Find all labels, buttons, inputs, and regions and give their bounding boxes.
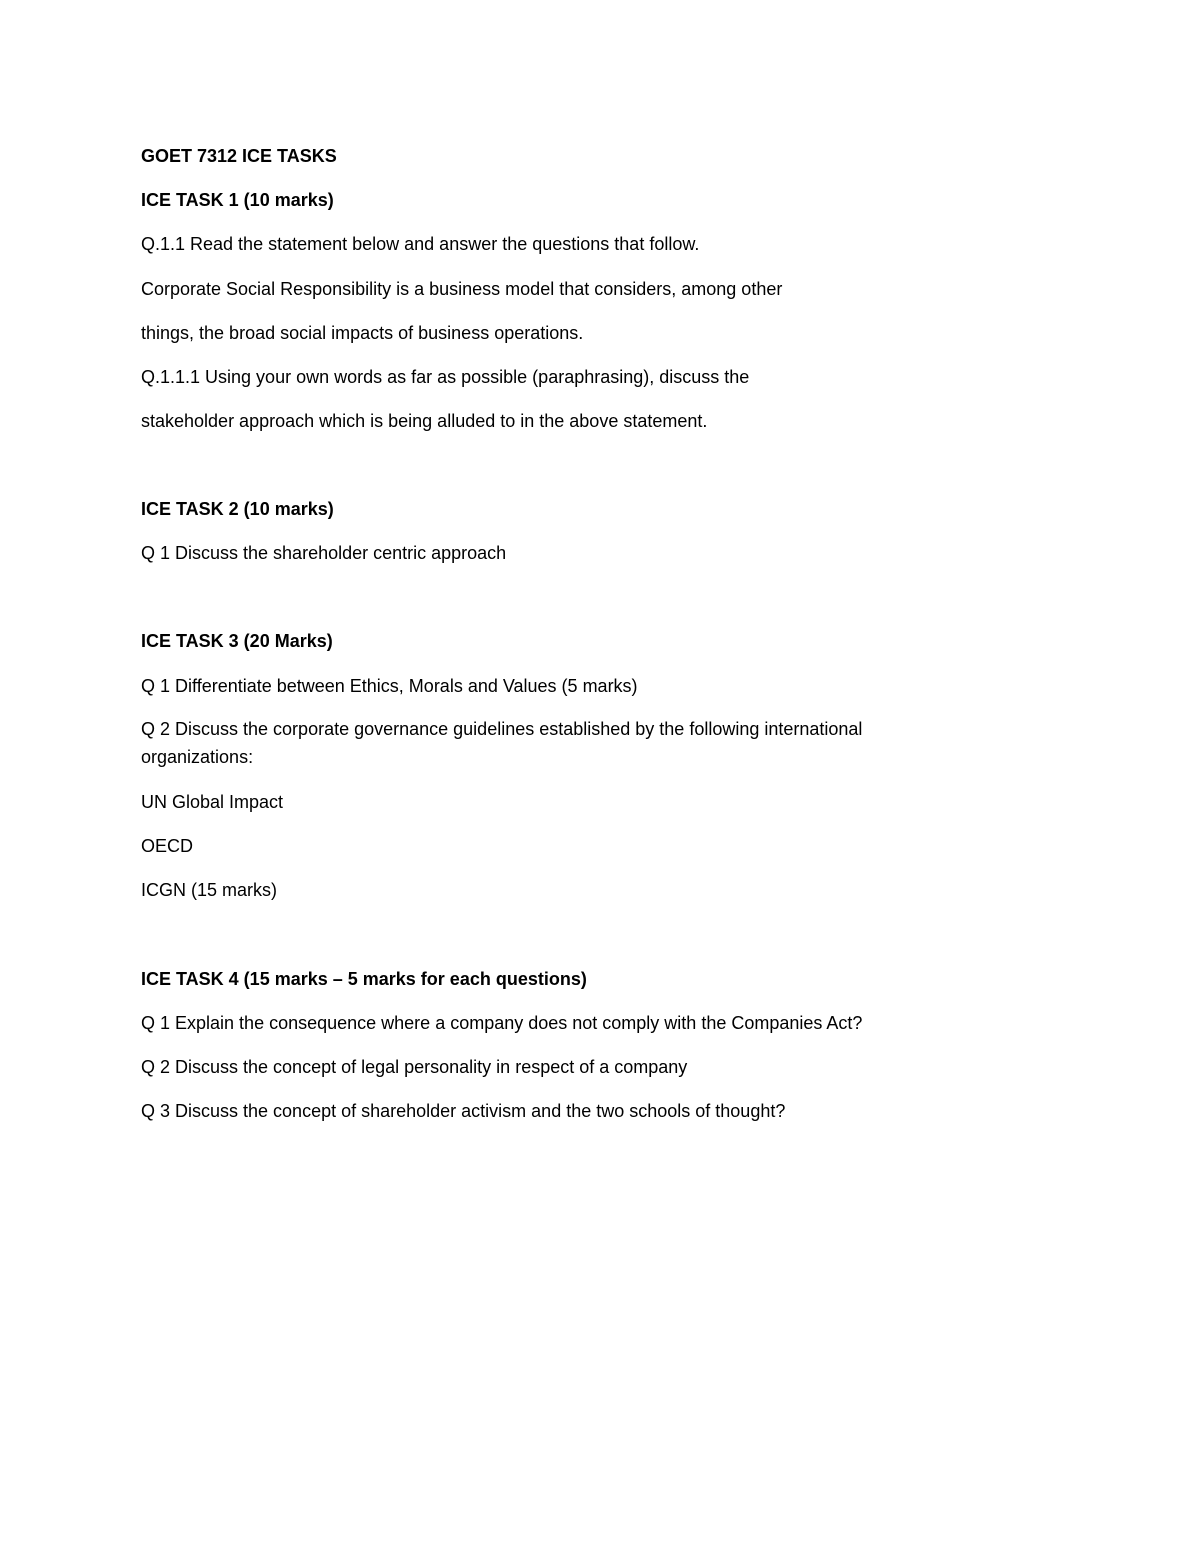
task3-question1: Q 1 Differentiate between Ethics, Morals and Values (5 marks) <box>141 676 638 696</box>
task4-question3: Q 3 Discuss the concept of shareholder activism and the two schools of thought? <box>141 1101 786 1121</box>
task1-question-line2: stakeholder approach which is being alluded to in the above statement. <box>141 411 708 431</box>
task1-statement-line2: things, the broad social impacts of business operations. <box>141 323 584 343</box>
task1-statement-line1: Corporate Social Responsibility is a business model that considers, among other <box>141 279 783 299</box>
task1-question-intro: Q.1.1 Read the statement below and answer the questions that follow. <box>141 234 700 254</box>
task3-question2: Q 2 Discuss the corporate governance guidelines established by the following international organizations: <box>141 719 863 767</box>
task3-org-oecd: OECD <box>141 836 194 856</box>
task4-heading: ICE TASK 4 (15 marks – 5 marks for each questions) <box>141 969 587 989</box>
task4-question2: Q 2 Discuss the concept of legal personality in respect of a company <box>141 1057 688 1077</box>
task3-org-icgn: ICGN (15 marks) <box>141 880 278 900</box>
task3-org-un: UN Global Impact <box>141 792 284 812</box>
task2-heading: ICE TASK 2 (10 marks) <box>141 499 334 519</box>
task1-heading: ICE TASK 1 (10 marks) <box>141 190 334 210</box>
task3-heading: ICE TASK 3 (20 Marks) <box>141 631 333 651</box>
task4-question1: Q 1 Explain the consequence where a company does not comply with the Companies Act? <box>141 1013 863 1033</box>
document-title: GOET 7312 ICE TASKS <box>141 146 337 166</box>
task1-question-line1: Q.1.1.1 Using your own words as far as possible (paraphrasing), discuss the <box>141 367 750 387</box>
task2-question1: Q 1 Discuss the shareholder centric approach <box>141 543 507 563</box>
